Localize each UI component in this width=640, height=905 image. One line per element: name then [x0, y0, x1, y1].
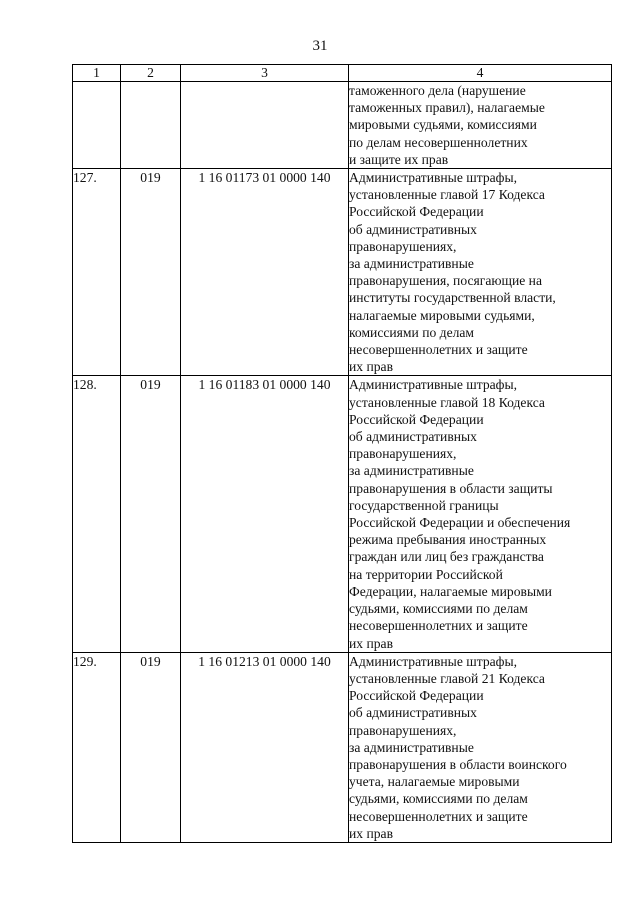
- desc-line: и защите их прав: [349, 151, 449, 167]
- desc-line: Административные штрафы,: [349, 653, 517, 669]
- row-number: 128.: [73, 376, 121, 652]
- desc-line: Административные штрафы,: [349, 170, 517, 186]
- header-col-2: 2: [121, 65, 181, 82]
- desc-line: по делам несовершеннолетних: [349, 134, 528, 150]
- table-header-row: [73, 65, 612, 82]
- row-admin-code: 019: [121, 169, 181, 376]
- desc-line: несовершеннолетних и защите: [349, 808, 528, 824]
- row-description: [349, 169, 612, 376]
- row-number: 127.: [73, 169, 121, 376]
- desc-line: несовершеннолетних и защите: [349, 342, 528, 358]
- desc-line: об административных: [349, 705, 477, 721]
- header-col-3: 3: [181, 65, 349, 82]
- desc-line: за административные: [349, 739, 474, 755]
- desc-line: на территории Российской: [349, 566, 503, 582]
- desc-line: за административные: [349, 256, 474, 272]
- desc-line: установленные главой 18 Кодекса: [349, 394, 545, 410]
- desc-line: Федерации, налагаемые мировыми: [349, 583, 552, 599]
- desc-line: учета, налагаемые мировыми: [349, 774, 520, 790]
- table-row: [73, 652, 612, 842]
- desc-line: таможенного дела (нарушение: [349, 83, 526, 98]
- table-row: [73, 376, 612, 652]
- desc-line: их прав: [349, 635, 393, 651]
- desc-line: их прав: [349, 359, 393, 375]
- desc-line: Административные штрафы,: [349, 377, 517, 393]
- continuation-row: [73, 82, 612, 169]
- desc-line: таможенных правил), налагаемые: [349, 100, 545, 116]
- desc-line: правонарушения в области защиты: [349, 480, 553, 496]
- row-admin-code: 019: [121, 652, 181, 842]
- row-description: [349, 376, 612, 652]
- row-kbk: 1 16 01213 01 0000 140: [181, 652, 349, 842]
- desc-line: судьями, комиссиями по делам: [349, 791, 528, 807]
- desc-line: установленные главой 21 Кодекса: [349, 670, 545, 686]
- desc-line: Российской Федерации: [349, 688, 484, 704]
- page-number: 31: [312, 38, 328, 54]
- header-col-1: 1: [73, 65, 121, 82]
- row-description: [349, 652, 612, 842]
- row-admin-code: 019: [121, 376, 181, 652]
- desc-line: установленные главой 17 Кодекса: [349, 187, 545, 203]
- header-col-4: 4: [349, 65, 612, 82]
- desc-line: Российской Федерации: [349, 204, 484, 220]
- desc-line: мировыми судьями, комиссиями: [349, 117, 537, 133]
- row-number: 129.: [73, 652, 121, 842]
- desc-line: правонарушениях,: [349, 446, 457, 462]
- desc-line: правонарушения в области воинского: [349, 756, 567, 772]
- continuation-code-cell: [121, 82, 181, 169]
- desc-line: об административных: [349, 429, 477, 445]
- desc-line: Российской Федерации и обеспечения: [349, 515, 571, 531]
- desc-line: институты государственной власти,: [349, 290, 556, 306]
- desc-line: их прав: [349, 825, 393, 841]
- desc-line: комиссиями по делам: [349, 324, 475, 340]
- desc-line: об административных: [349, 221, 477, 237]
- desc-line: налагаемые мировыми судьями,: [349, 307, 535, 323]
- table-row: [73, 169, 612, 376]
- row-kbk: 1 16 01173 01 0000 140: [181, 169, 349, 376]
- desc-line: государственной границы: [349, 497, 499, 513]
- desc-line: Российской Федерации: [349, 411, 484, 427]
- continuation-num-cell: [73, 82, 121, 169]
- continuation-desc-cell: [349, 82, 612, 169]
- desc-line: граждан или лиц без гражданства: [349, 549, 544, 565]
- document-table: [72, 64, 612, 843]
- desc-line: правонарушениях,: [349, 722, 457, 738]
- desc-line: правонарушениях,: [349, 238, 457, 254]
- desc-line: несовершеннолетних и защите: [349, 618, 528, 634]
- desc-line: правонарушения, посягающие на: [349, 273, 542, 289]
- desc-line: за административные: [349, 463, 474, 479]
- continuation-kbk-cell: [181, 82, 349, 169]
- desc-line: режима пребывания иностранных: [349, 532, 547, 548]
- row-kbk: 1 16 01183 01 0000 140: [181, 376, 349, 652]
- desc-line: судьями, комиссиями по делам: [349, 601, 528, 617]
